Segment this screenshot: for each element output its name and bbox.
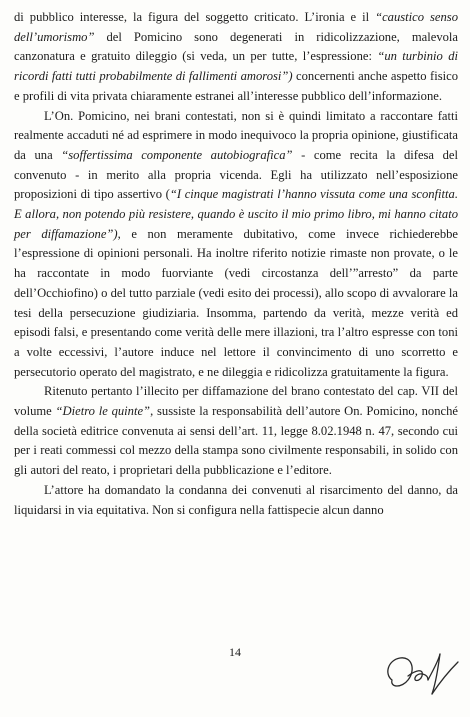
paragraph-4: L’attore ha domandato la condanna dei convenuti al risarcimento del danno, da liquidarsi in via equitativa. Non si configura nella fattispecie alcun danno — [14, 482, 458, 517]
document-body — [14, 8, 458, 520]
paragraph-1: di pubblico interesse, la figura del soggetto criticato. L’ironia e il “caustico senso dell’umorismo” del Pomicino sono degenerati in ridicolizzazione, malevola canzonatura e gratuito dileggio (si veda, un per tutte, l’espressione: “un turbinio di ricordi fatti tutti probabilmente di fallimenti amorosi”) concernenti anche aspetto fisico e profili di vita privata chiaramente estranei all’interesse pubblico dell’informazione. — [14, 10, 459, 103]
paragraph-2: L’On. Pomicino, nei brani contestati, non si è quindi limitato a raccontare fatti realmente accaduti né ad esprimere in modo inequivoco la propria opinione, giustificata da una “soffertissima componente autobiografica” - come recita la difesa del convenuto - in merito alla propria vicenda. Egli ha utilizzato nell’esposizione proposizioni di tipo assertivo (“I cinque magistrati l’hanno vissuta come una sconfitta. E allora, non potendo più resistere, quando è uscito il mio primo libro, mi hanno citato per diffamazione”), e non meramente dubitativo, come invece richiederebbe l’espressione di opinioni personali. Ha inoltre riferito notizie rimaste non provate, o le ha raccontate in modo fuorviante (vedi circostanza dell’”arresto” da parte dell’Occhiofino) o del tutto parziale (vedi esito dei processi), allo scopo di avvalorare la tesi della persecuzione giudiziaria. Insomma, partendo da verità, mezze verità ed episodi falsi, e presentando come verità delle mere illazioni, tra l’altro espresse con toni a volte eccessivi, l’autore induce nel lettore il convincimento di uno scorretto e persecutorio operato del magistrato, e ne dileggia e ridicolizza gratuitamente la figura. — [14, 108, 459, 379]
page-number: 14 — [229, 645, 241, 659]
signature-initials — [378, 646, 460, 702]
paragraph-3: Ritenuto pertanto l’illecito per diffamazione del brano contestato del cap. VII del volume “Dietro le quinte”, sussiste la responsabilità dell’autore On. Pomicino, nonché della società editrice convenuta ai sensi dell’art. 11, legge 8.02.1948 n. 47, secondo cui per i reati commessi col mezzo della stampa sono civilmente responsabili, in solido con gli autori del reato, i proprietari della pubblicazione e l’editore. — [14, 384, 458, 478]
